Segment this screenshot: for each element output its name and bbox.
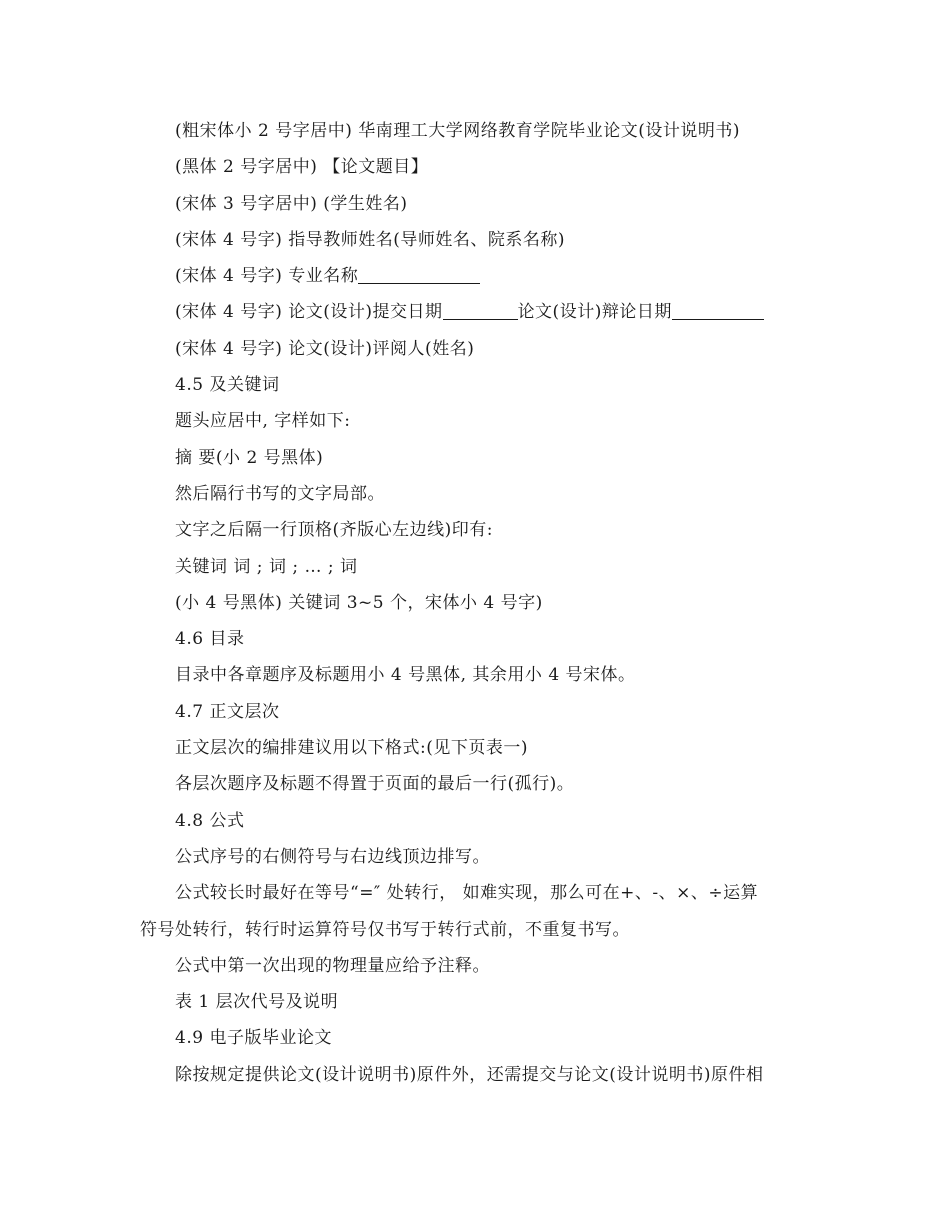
section-heading-4-5: 4.5 及关键词 bbox=[175, 375, 280, 396]
paragraph-line: 符号处转行，转行时运算符号仅书写于转行式前，不重复书写。 bbox=[140, 919, 630, 940]
defense-date-blank bbox=[672, 299, 764, 320]
section-heading-4-7: 4.7 正文层次 bbox=[175, 701, 280, 722]
section-heading-4-9: 4.9 电子版毕业论文 bbox=[175, 1028, 332, 1049]
section-heading-4-8: 4.8 公式 bbox=[175, 810, 245, 831]
table-caption: 表 1 层次代号及说明 bbox=[175, 992, 339, 1013]
paragraph-line: 各层次题序及标题不得置于页面的最后一行(孤行)。 bbox=[175, 774, 575, 795]
major-blank bbox=[358, 263, 480, 284]
paragraph-line: (小 4 号黑体) 关键词 3~5 个，宋体小 4 号字) bbox=[175, 592, 543, 613]
dates-spec-line bbox=[140, 294, 820, 330]
major-spec-line bbox=[140, 258, 820, 294]
paragraph-line: 然后隔行书写的文字局部。 bbox=[175, 483, 385, 504]
paragraph-line: 正文层次的编排建议用以下格式:(见下页表一) bbox=[175, 738, 528, 759]
paragraph-line: 题头应居中, 字样如下: bbox=[175, 411, 351, 432]
submit-date-blank bbox=[443, 299, 518, 320]
thesis-title-spec-line: (黑体 2 号字居中) 【论文题目】 bbox=[175, 157, 429, 178]
paragraph-line: 公式中第一次出现的物理量应给予注释。 bbox=[175, 955, 490, 976]
reviewer-spec-line: (宋体 4 号字) 论文(设计)评阅人(姓名) bbox=[175, 338, 475, 359]
paragraph-line: 摘 要(小 2 号黑体) bbox=[175, 447, 324, 468]
submit-date-label: (宋体 4 号字) 论文(设计)提交日期 bbox=[175, 302, 443, 323]
paragraph-line: 目录中各章题序及标题用小 4 号黑体, 其余用小 4 号宋体。 bbox=[175, 665, 636, 686]
paragraph-line: 文字之后隔一行顶格(齐版心左边线)印有: bbox=[175, 520, 493, 541]
title-spec-line: (粗宋体小 2 号字居中) 华南理工大学网络教育学院毕业论文(设计说明书) bbox=[175, 121, 741, 141]
paragraph-line: 除按规定提供论文(设计说明书)原件外，还需提交与论文(设计说明书)原件相 bbox=[175, 1064, 764, 1085]
section-heading-4-6: 4.6 目录 bbox=[175, 629, 245, 650]
major-label: (宋体 4 号字) 专业名称 bbox=[175, 266, 359, 287]
document-body bbox=[140, 113, 820, 1093]
keywords-example-line: 关键词 词 ; 词 ; … ; 词 bbox=[175, 556, 358, 577]
paragraph-line: 公式序号的右侧符号与右边线顶边排写。 bbox=[175, 846, 490, 867]
defense-date-label: 论文(设计)辩论日期 bbox=[517, 302, 672, 323]
advisor-spec-line: (宋体 4 号字) 指导教师姓名(导师姓名、院系名称) bbox=[175, 229, 566, 250]
paragraph-line: 公式较长时最好在等号“=″ 处转行， 如难实现，那么可在+、-、×、÷运算 bbox=[175, 883, 759, 904]
student-name-spec-line: (宋体 3 号字居中) (学生姓名) bbox=[175, 193, 408, 214]
